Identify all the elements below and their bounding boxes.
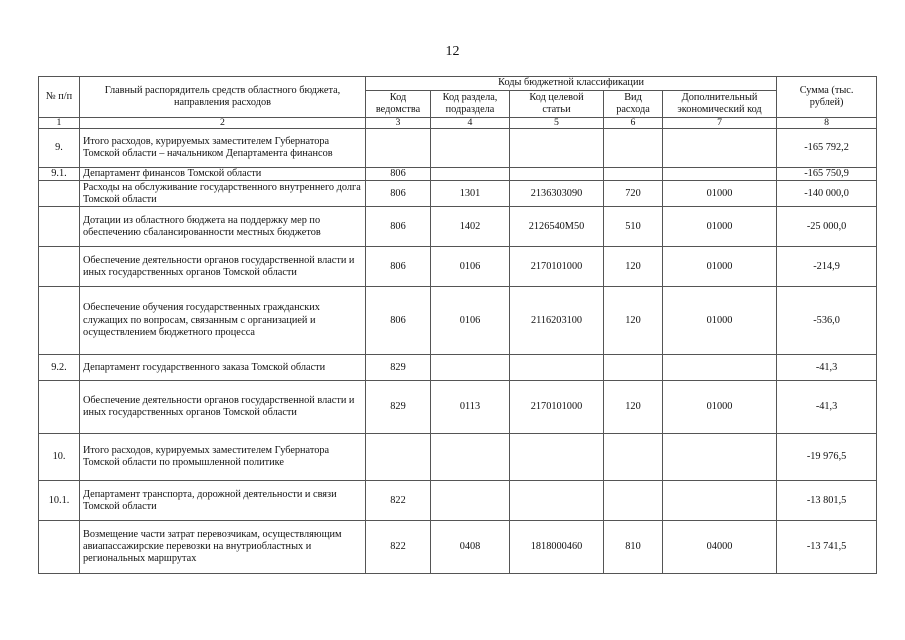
column-number: 4 xyxy=(431,118,510,129)
row-code-econ xyxy=(663,355,777,381)
row-code-type: 810 xyxy=(604,521,663,574)
table-row xyxy=(39,381,877,434)
row-name: Департамент государственного заказа Томской области xyxy=(80,355,366,381)
row-sum: -41,3 xyxy=(777,381,877,434)
row-code-target: 2136303090 xyxy=(510,181,604,207)
row-code-dept: 822 xyxy=(366,521,431,574)
row-code-econ: 01000 xyxy=(663,181,777,207)
row-code-dept: 806 xyxy=(366,168,431,181)
row-number xyxy=(39,521,80,574)
row-code-econ xyxy=(663,129,777,168)
row-number: 10. xyxy=(39,434,80,481)
row-sum: -165 750,9 xyxy=(777,168,877,181)
row-code-section xyxy=(431,481,510,521)
column-number: 3 xyxy=(366,118,431,129)
header-code-type: Вид расхода xyxy=(604,91,663,118)
row-code-target: 2170101000 xyxy=(510,381,604,434)
row-code-type xyxy=(604,168,663,181)
row-code-target xyxy=(510,168,604,181)
row-name: Итого расходов, курируемых заместителем Губернатора Томской области – начальником Департамента финансов xyxy=(80,129,366,168)
row-number: 9.2. xyxy=(39,355,80,381)
table-row xyxy=(39,481,877,521)
header-codes-group: Коды бюджетной классификации xyxy=(366,77,777,91)
budget-table-body xyxy=(39,129,877,574)
table-row xyxy=(39,521,877,574)
row-sum: -140 000,0 xyxy=(777,181,877,207)
row-code-section xyxy=(431,434,510,481)
row-sum: -25 000,0 xyxy=(777,207,877,247)
column-numbers-row xyxy=(39,118,877,129)
row-name: Департамент транспорта, дорожной деятельности и связи Томской области xyxy=(80,481,366,521)
row-code-section: 1301 xyxy=(431,181,510,207)
header-num: № п/п xyxy=(39,77,80,118)
page-number: 12 xyxy=(445,44,460,59)
row-code-econ: 01000 xyxy=(663,247,777,287)
row-code-section: 0106 xyxy=(431,287,510,355)
row-sum: -13 801,5 xyxy=(777,481,877,521)
column-number: 1 xyxy=(39,118,80,129)
table-row xyxy=(39,434,877,481)
header-code-target: Код целевой статьи xyxy=(510,91,604,118)
row-code-dept: 829 xyxy=(366,381,431,434)
row-name: Департамент финансов Томской области xyxy=(80,168,366,181)
row-code-section xyxy=(431,355,510,381)
row-code-type: 120 xyxy=(604,287,663,355)
row-code-target: 2170101000 xyxy=(510,247,604,287)
row-code-dept xyxy=(366,434,431,481)
table-row xyxy=(39,207,877,247)
header-code-dept: Код ведомства xyxy=(366,91,431,118)
row-code-dept: 829 xyxy=(366,355,431,381)
row-code-target xyxy=(510,355,604,381)
row-number xyxy=(39,381,80,434)
row-code-dept: 806 xyxy=(366,207,431,247)
row-code-dept xyxy=(366,129,431,168)
row-code-section: 0113 xyxy=(431,381,510,434)
table-row xyxy=(39,355,877,381)
row-number xyxy=(39,181,80,207)
row-name: Дотации из областного бюджета на поддержку мер по обеспечению сбалансированности местных бюджетов xyxy=(80,207,366,247)
header-code-econ: Дополнительный экономический код xyxy=(663,91,777,118)
table-row xyxy=(39,287,877,355)
row-code-type: 120 xyxy=(604,247,663,287)
row-number xyxy=(39,247,80,287)
header-code-section: Код раздела, подраздела xyxy=(431,91,510,118)
row-name: Возмещение части затрат перевозчикам, осуществляющим авиапассажирские перевозки на внутриобластных и региональных маршрутах xyxy=(80,521,366,574)
row-name: Обеспечение обучения государственных гражданских служащих по вопросам, связанным с организацией и осуществлением бюджетного процесса xyxy=(80,287,366,355)
row-code-econ: 01000 xyxy=(663,381,777,434)
row-code-target xyxy=(510,481,604,521)
row-code-type xyxy=(604,434,663,481)
row-code-target: 1818000460 xyxy=(510,521,604,574)
row-name: Обеспечение деятельности органов государственной власти и иных государственных органов Томской области xyxy=(80,247,366,287)
row-code-dept: 806 xyxy=(366,287,431,355)
row-number: 9. xyxy=(39,129,80,168)
row-number xyxy=(39,287,80,355)
table-row xyxy=(39,247,877,287)
table-row xyxy=(39,129,877,168)
table-row xyxy=(39,181,877,207)
row-code-section xyxy=(431,129,510,168)
row-code-target xyxy=(510,434,604,481)
row-code-dept: 822 xyxy=(366,481,431,521)
column-number: 7 xyxy=(663,118,777,129)
header-name: Главный распорядитель средств областного бюджета, направления расходов xyxy=(80,77,366,118)
row-code-econ xyxy=(663,434,777,481)
row-code-econ: 01000 xyxy=(663,207,777,247)
row-code-dept: 806 xyxy=(366,247,431,287)
row-code-target: 2126540M50 xyxy=(510,207,604,247)
row-sum: -19 976,5 xyxy=(777,434,877,481)
row-code-section: 1402 xyxy=(431,207,510,247)
table-row xyxy=(39,168,877,181)
row-code-target: 2116203100 xyxy=(510,287,604,355)
column-number: 8 xyxy=(777,118,877,129)
row-code-section: 0408 xyxy=(431,521,510,574)
row-code-target xyxy=(510,129,604,168)
row-sum: -165 792,2 xyxy=(777,129,877,168)
row-number xyxy=(39,207,80,247)
column-number: 5 xyxy=(510,118,604,129)
row-code-econ xyxy=(663,168,777,181)
column-number: 6 xyxy=(604,118,663,129)
header-sum: Сумма (тыс. рублей) xyxy=(777,77,877,118)
row-name: Обеспечение деятельности органов государственной власти и иных государственных органов Томской области xyxy=(80,381,366,434)
row-sum: -41,3 xyxy=(777,355,877,381)
row-code-type: 720 xyxy=(604,181,663,207)
row-sum: -214,9 xyxy=(777,247,877,287)
row-sum: -536,0 xyxy=(777,287,877,355)
row-number: 10.1. xyxy=(39,481,80,521)
row-code-section xyxy=(431,168,510,181)
row-code-section: 0106 xyxy=(431,247,510,287)
row-code-type xyxy=(604,355,663,381)
column-number: 2 xyxy=(80,118,366,129)
budget-table xyxy=(38,76,877,574)
row-code-dept: 806 xyxy=(366,181,431,207)
row-code-econ: 01000 xyxy=(663,287,777,355)
row-code-econ xyxy=(663,481,777,521)
row-code-type xyxy=(604,481,663,521)
row-name: Расходы на обслуживание государственного внутреннего долга Томской области xyxy=(80,181,366,207)
row-sum: -13 741,5 xyxy=(777,521,877,574)
row-code-type: 120 xyxy=(604,381,663,434)
row-code-econ: 04000 xyxy=(663,521,777,574)
row-code-type: 510 xyxy=(604,207,663,247)
row-code-type xyxy=(604,129,663,168)
row-number: 9.1. xyxy=(39,168,80,181)
row-name: Итого расходов, курируемых заместителем Губернатора Томской области по промышленной политике xyxy=(80,434,366,481)
